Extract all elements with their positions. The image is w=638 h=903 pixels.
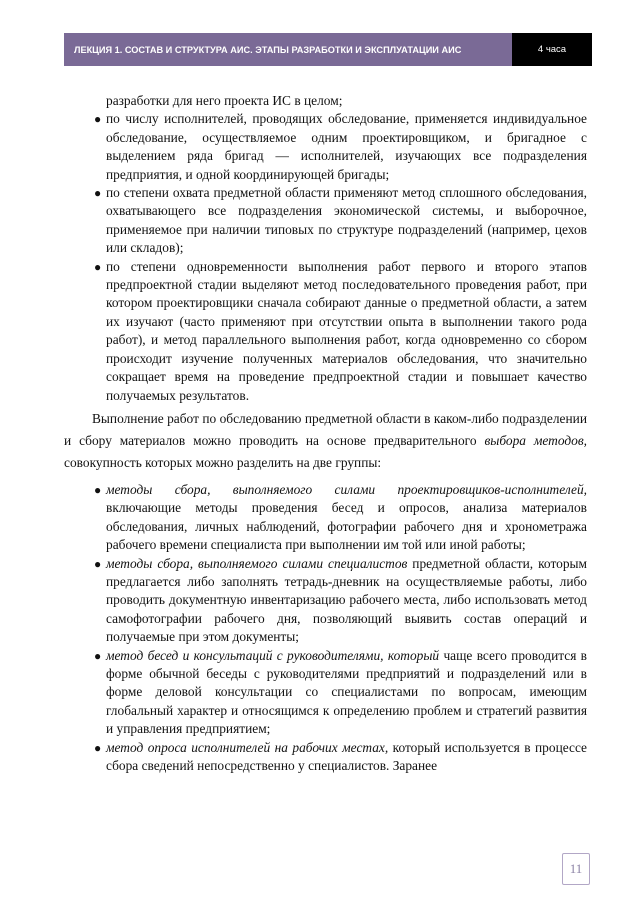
list-item-text: по числу исполнителей, проводящих обследование, применяется индивидуальное обследование, осуществляемое одним проектировщиком, и бригадное с выделением ряда бригад — исполнителей, изучающих все подразделения предприятия, и одной координирующей бригады; <box>106 111 587 182</box>
bullet-icon: ● <box>94 186 102 201</box>
methods-list <box>64 481 587 776</box>
list-item-emphasis: метод бесед и консультаций с руководителями, который <box>106 647 440 663</box>
list-item-emphasis: методы сбора, выполняемого силами специалистов <box>106 555 408 571</box>
list-item-emphasis: методы сбора, выполняемого силами проектировщиков-исполнителей, <box>106 481 587 497</box>
bullet-icon: ● <box>94 648 102 663</box>
bullet-icon: ● <box>94 556 102 571</box>
list-item-text: чаще всего проводится в форме обычной беседы с руководителями предприятий и подразделений или в форме деловой консультации со специалистами по вопросам, имеющим глобальный характер и относящимся к определению проблем и стратегий развития и управления предприятием; <box>106 647 587 737</box>
body-paragraph <box>64 408 587 474</box>
list-item-text: который используется в процессе сбора сведений непосредственно у специалистов. Заранее <box>106 739 588 773</box>
document-body <box>64 92 587 775</box>
paragraph-emphasis: выбора методов, <box>484 432 587 448</box>
paragraph-start: Выполнение работ по обследованию предметной области в каком-либо подразделении и сбору материалов можно проводить на основе предварительного <box>64 410 587 448</box>
classification-list <box>64 92 587 405</box>
list-item-text: включающие методы проведения бесед и опросов, анализа материалов обследования, личных наблюдений, фотографии рабочего дня и хронометража рабочего времени специалиста при выполнении им той или иной работы; <box>106 500 587 553</box>
list-item <box>64 555 587 647</box>
list-item-text: предметной области, которым предлагается либо заполнять тетрадь-дневник на осуществляемые работы, либо проводить документную инвентаризацию рабочего места, либо использовать метод самофотографии рабочего дня, позволяющий выявить состав операций и получаемые при этом документы; <box>106 555 587 645</box>
list-item-text: по степени одновременности выполнения работ первого и второго этапов предпроектной стадии выделяют метод последовательного проведения работ, при котором проектировщики сначала собирают данные о предметной области, а затем их изучают (часто применяют при отсутствии опыта в выполнении такого рода работ), и метод параллельного выполнения работ, когда одновременно со сбором происходит изучение полученных материалов обследования, что значительно сокращает время на проведение предпроектной стадии и повышает качество получаемых результатов. <box>106 258 587 403</box>
lecture-hours: 4 часа <box>512 33 592 66</box>
list-item <box>64 258 587 405</box>
page-header <box>64 33 592 66</box>
bullet-icon: ● <box>94 112 102 127</box>
bullet-icon: ● <box>94 482 102 497</box>
page-number: 11 <box>562 853 590 885</box>
list-item <box>64 739 587 776</box>
paragraph-end: совокупность которых можно разделить на две группы: <box>64 454 382 470</box>
bullet-icon: ● <box>94 740 102 755</box>
list-item <box>64 481 587 555</box>
list-item <box>64 647 587 739</box>
list-item-text: разработки для него проекта ИС в целом; <box>106 93 343 108</box>
list-item <box>64 184 587 258</box>
list-item-text: по степени охвата предметной области применяют метод сплошного обследования, охватывающего все подразделения экономической системы, и выборочное, применяемое при наличии типовых по структуре подразделений (например, цехов или складов); <box>106 185 587 256</box>
lecture-title: ЛЕКЦИЯ 1. СОСТАВ И СТРУКТУРА АИС. ЭТАПЫ РАЗРАБОТКИ И ЭКСПЛУАТАЦИИ АИС <box>64 33 512 66</box>
list-item <box>64 92 587 110</box>
list-item-emphasis: метод опроса исполнителей на рабочих местах, <box>106 739 389 755</box>
list-item <box>64 110 587 184</box>
bullet-icon: ● <box>94 259 102 274</box>
